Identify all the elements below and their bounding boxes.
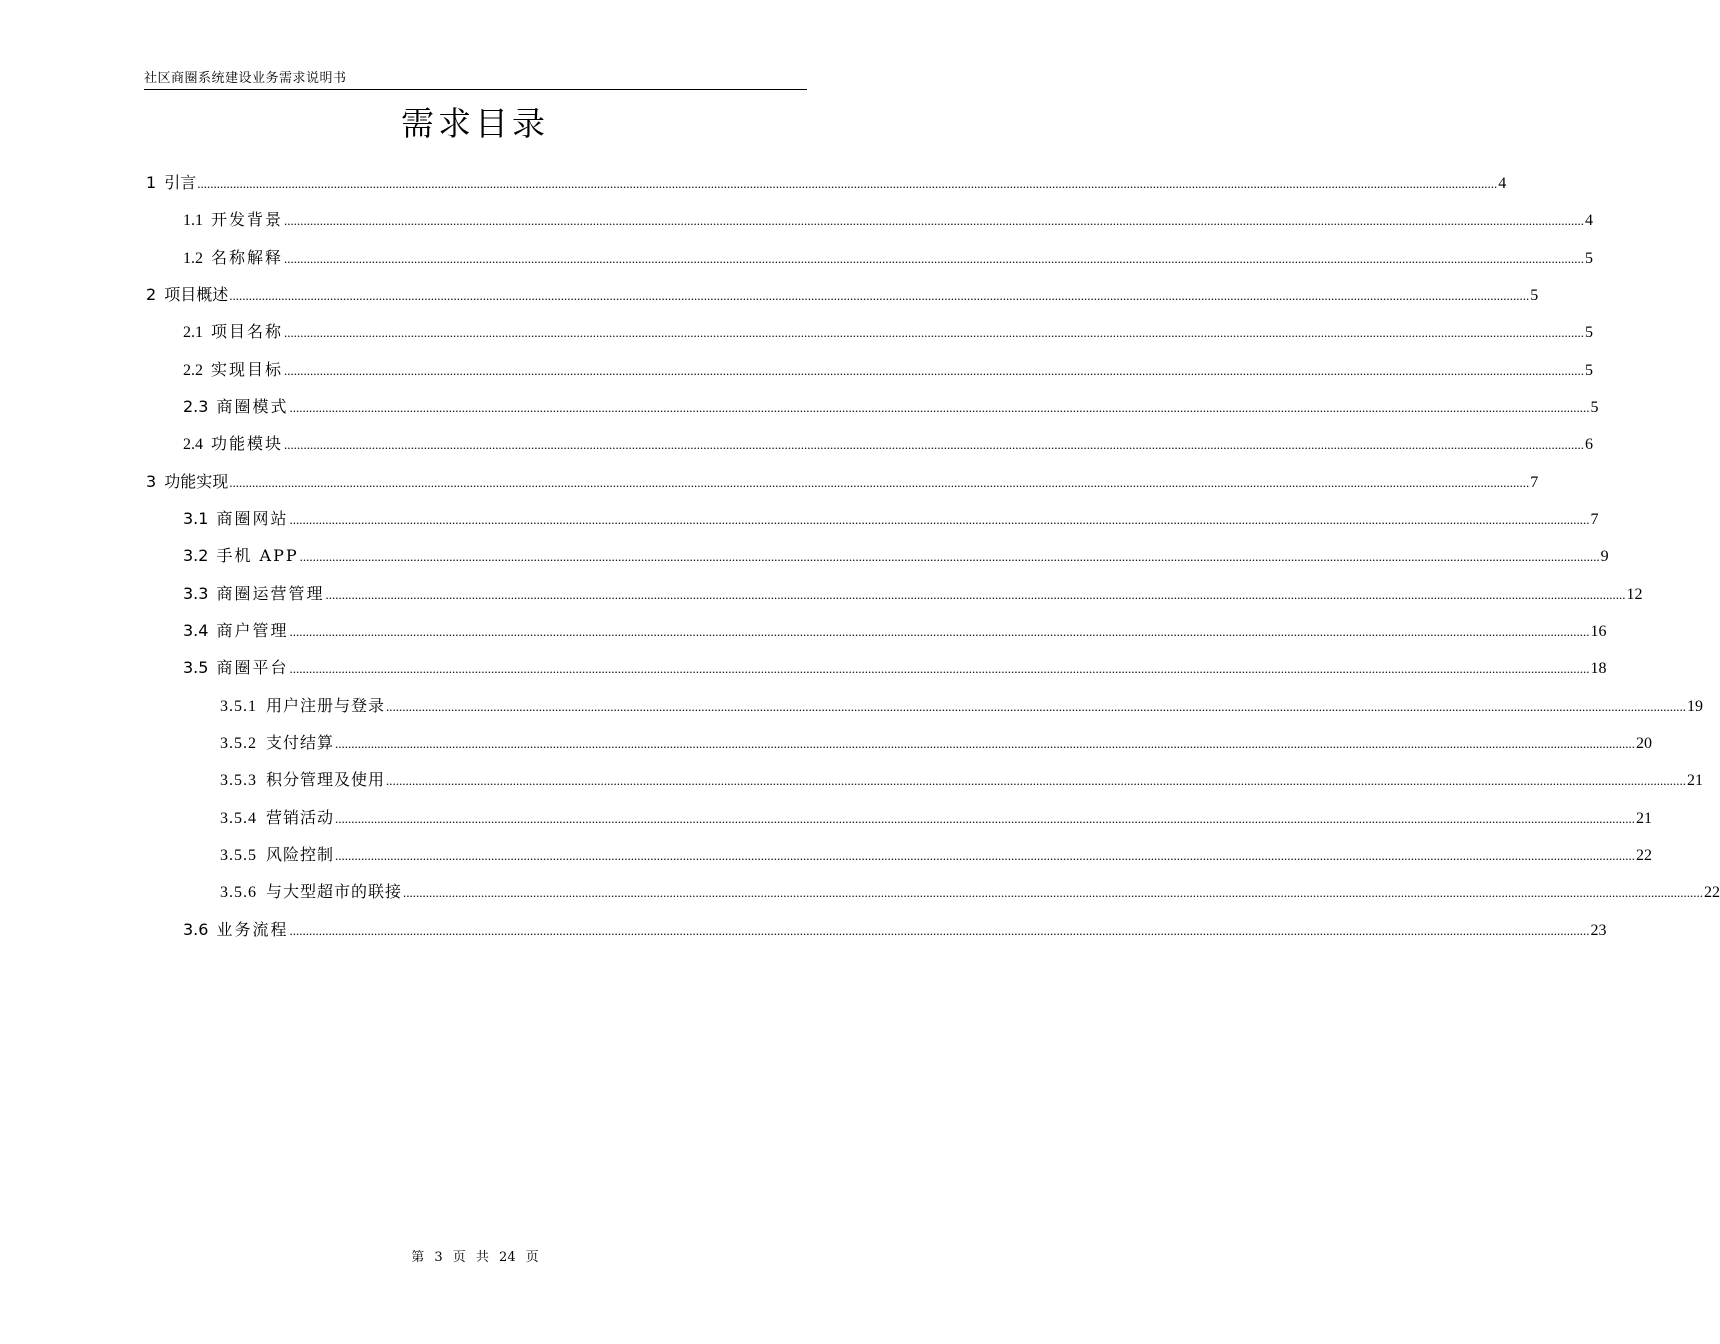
toc-entry[interactable] xyxy=(183,544,1609,568)
toc-entry-gap xyxy=(203,434,211,453)
toc-page-number: 5 xyxy=(1585,249,1594,267)
toc-entry-number: 3.5.4 xyxy=(220,809,257,827)
toc-entry-label xyxy=(183,395,289,419)
toc-entry-gap xyxy=(257,845,266,864)
page-footer: 第 3 页 共 24 页 xyxy=(411,1250,539,1265)
toc-leader-dots: ................................................................................................................................................................................................................................................................................................................................................................................................................ xyxy=(284,325,1585,341)
toc-page-number: 9 xyxy=(1600,548,1609,566)
toc-entry-number: 2.1 xyxy=(183,324,203,342)
toc-entry-number: 2.3 xyxy=(183,396,209,416)
toc-entry[interactable] xyxy=(183,619,1607,643)
toc-entry[interactable] xyxy=(146,470,1539,494)
toc-leader-dots: ................................................................................................................................................................................................................................................................................................................................................................................................................ xyxy=(335,847,1636,863)
toc-entry-label xyxy=(220,843,335,868)
toc-page-number: 21 xyxy=(1687,772,1704,790)
toc-entry[interactable] xyxy=(183,507,1599,531)
toc-entry[interactable] xyxy=(146,171,1507,195)
toc-leader-dots: ................................................................................................................................................................................................................................................................................................................................................................................................................ xyxy=(289,661,1590,677)
toc-leader-dots: ................................................................................................................................................................................................................................................................................................................................................................................................................ xyxy=(289,399,1590,415)
toc-page-number: 7 xyxy=(1530,473,1539,491)
toc-entry-gap xyxy=(203,360,211,379)
toc-page-number: 12 xyxy=(1626,585,1643,603)
toc-leader-dots: ................................................................................................................................................................................................................................................................................................................................................................................................................ xyxy=(284,250,1585,266)
toc-entry-number: 3.3 xyxy=(183,583,209,603)
toc-entry[interactable] xyxy=(220,731,1653,755)
toc-page-number: 22 xyxy=(1636,846,1653,864)
toc-leader-dots: ................................................................................................................................................................................................................................................................................................................................................................................................................ xyxy=(284,362,1585,378)
toc-entry-label xyxy=(183,582,325,606)
toc-entry[interactable] xyxy=(220,880,1720,904)
toc-entry-gap xyxy=(257,696,266,715)
toc-entry-text: 与大型超市的联接 xyxy=(266,882,403,902)
toc-entry[interactable] xyxy=(146,283,1539,307)
toc-page-number: 20 xyxy=(1636,734,1653,752)
toc-entry-text: 功能模块 xyxy=(211,434,284,454)
toc-page-number: 5 xyxy=(1590,398,1599,416)
toc-entry-number: 1.2 xyxy=(183,249,203,267)
toc-entry[interactable] xyxy=(183,320,1594,344)
toc-leader-dots: ................................................................................................................................................................................................................................................................................................................................................................................................................ xyxy=(289,922,1590,938)
toc-entry-text: 风险控制 xyxy=(266,844,335,864)
toc-entry-label xyxy=(183,358,284,383)
toc-page-number: 6 xyxy=(1585,436,1594,454)
toc-entry-label xyxy=(220,806,335,831)
toc-entry-gap xyxy=(257,770,266,789)
toc-entry[interactable] xyxy=(183,432,1594,456)
toc-entry-text: 商户管理 xyxy=(216,620,289,640)
toc-entry-gap xyxy=(203,248,211,267)
toc-entry-text: 积分管理及使用 xyxy=(266,770,386,790)
toc-leader-dots: ................................................................................................................................................................................................................................................................................................................................................................................................................ xyxy=(289,623,1590,639)
toc-leader-dots: ................................................................................................................................................................................................................................................................................................................................................................................................................ xyxy=(197,176,1498,191)
toc-entry-text: 商圈运营管理 xyxy=(216,583,325,603)
toc-entry-text: 支付结算 xyxy=(266,732,335,752)
toc-leader-dots: ................................................................................................................................................................................................................................................................................................................................................................................................................ xyxy=(386,773,1687,789)
toc-leader-dots: ................................................................................................................................................................................................................................................................................................................................................................................................................ xyxy=(335,810,1636,826)
toc-entry[interactable] xyxy=(183,208,1594,232)
toc-entry[interactable] xyxy=(220,806,1653,830)
toc-entry-gap xyxy=(156,173,164,192)
toc-entry-text: 名称解释 xyxy=(211,247,284,267)
toc-entry-label xyxy=(183,320,284,345)
toc-entry-label xyxy=(146,470,229,494)
toc-entry-number: 2 xyxy=(146,284,157,304)
toc-entry-number: 3.5.3 xyxy=(220,772,257,790)
toc-entry-text: 业务流程 xyxy=(216,919,289,939)
toc-entry-text: 功能实现 xyxy=(164,471,229,491)
toc-entry-number: 2.2 xyxy=(183,361,203,379)
toc-entry-text: 项目概述 xyxy=(164,284,229,304)
toc-entry-gap xyxy=(156,285,164,304)
toc-entry-gap xyxy=(257,882,266,901)
toc-leader-dots: ................................................................................................................................................................................................................................................................................................................................................................................................................ xyxy=(289,511,1590,527)
toc-entry-number: 3.2 xyxy=(183,546,209,566)
toc-entry[interactable] xyxy=(183,246,1594,270)
toc-entry-label xyxy=(183,918,289,942)
toc-entry[interactable] xyxy=(183,582,1643,606)
toc-page-number: 5 xyxy=(1585,361,1594,379)
toc-entry-label xyxy=(146,171,197,195)
toc-entry[interactable] xyxy=(220,768,1704,792)
toc-page-number: 19 xyxy=(1687,697,1704,715)
toc-entry-number: 2.4 xyxy=(183,436,203,454)
toc-page-number: 4 xyxy=(1585,212,1594,230)
toc-entry-number: 3.5.1 xyxy=(220,697,257,715)
running-header: 社区商圈系统建设业务需求说明书 xyxy=(144,70,807,90)
toc-page-number: 4 xyxy=(1498,175,1507,192)
toc-entry-label xyxy=(183,432,284,457)
toc-entry-label xyxy=(183,619,289,643)
toc-page-number: 7 xyxy=(1590,510,1599,528)
toc-leader-dots: ................................................................................................................................................................................................................................................................................................................................................................................................................ xyxy=(284,213,1585,229)
toc-entry-label xyxy=(220,768,386,793)
toc-entry-text: 项目名称 xyxy=(211,322,284,342)
toc-entry-text: 引言 xyxy=(164,173,197,192)
toc-entry-number: 3.5.5 xyxy=(220,846,257,864)
toc-entry-gap xyxy=(257,808,266,827)
toc-entry-text: 商圈模式 xyxy=(216,396,289,416)
toc-entry-label xyxy=(220,731,335,756)
toc-entry-text: 手机 APP xyxy=(216,546,299,566)
toc-entry-gap xyxy=(203,322,211,341)
toc-entry-label xyxy=(146,283,229,307)
toc-entry-number: 3.5 xyxy=(183,658,209,678)
toc-leader-dots: ................................................................................................................................................................................................................................................................................................................................................................................................................ xyxy=(299,549,1600,565)
toc-entry-gap xyxy=(257,733,266,752)
toc-leader-dots: ................................................................................................................................................................................................................................................................................................................................................................................................................ xyxy=(325,586,1626,602)
toc-entry-number: 3.4 xyxy=(183,620,209,640)
toc-entry[interactable] xyxy=(183,656,1607,680)
toc-entry-text: 商圈网站 xyxy=(216,508,289,528)
toc-entry-label xyxy=(220,880,403,905)
toc-leader-dots: ................................................................................................................................................................................................................................................................................................................................................................................................................ xyxy=(335,735,1636,751)
toc-entry-label xyxy=(183,544,300,568)
toc-entry[interactable] xyxy=(183,358,1594,382)
toc-entry-label xyxy=(183,656,289,680)
toc-entry[interactable] xyxy=(183,918,1607,942)
toc-entry-text: 商圈平台 xyxy=(216,658,289,678)
toc-page-number: 21 xyxy=(1636,809,1653,827)
toc-entry-label xyxy=(220,694,386,719)
toc-leader-dots: ................................................................................................................................................................................................................................................................................................................................................................................................................ xyxy=(229,474,1530,490)
toc-page-number: 5 xyxy=(1530,286,1539,304)
toc-leader-dots: ................................................................................................................................................................................................................................................................................................................................................................................................................ xyxy=(229,287,1530,303)
toc-leader-dots: ................................................................................................................................................................................................................................................................................................................................................................................................................ xyxy=(403,885,1704,901)
toc-entry-label xyxy=(183,208,284,233)
toc-leader-dots: ................................................................................................................................................................................................................................................................................................................................................................................................................ xyxy=(386,698,1687,714)
toc-entry-gap xyxy=(156,472,164,491)
toc-page-number: 23 xyxy=(1590,921,1607,939)
toc-entry-number: 3.5.6 xyxy=(220,884,257,902)
toc-entry-number: 1 xyxy=(146,173,157,192)
toc-entry-text: 开发背景 xyxy=(211,210,284,230)
toc-entry-gap xyxy=(203,210,211,229)
toc-page-number: 16 xyxy=(1590,622,1607,640)
toc-entry-text: 营销活动 xyxy=(266,807,335,827)
toc-entry-number: 3.5.2 xyxy=(220,734,257,752)
toc-page-number: 5 xyxy=(1585,324,1594,342)
toc-page-number: 18 xyxy=(1590,660,1607,678)
toc-entry-text: 实现目标 xyxy=(211,359,284,379)
toc-entry-number: 1.1 xyxy=(183,212,203,230)
toc-entry-label xyxy=(183,246,284,271)
toc-entry-number: 3.1 xyxy=(183,508,209,528)
toc-entry-number: 3.6 xyxy=(183,919,209,939)
toc-leader-dots: ................................................................................................................................................................................................................................................................................................................................................................................................................ xyxy=(284,437,1585,453)
page-title: 需求目录 xyxy=(401,104,549,143)
toc-entry[interactable] xyxy=(220,843,1653,867)
toc-entry-label xyxy=(183,507,289,531)
toc-entry[interactable] xyxy=(220,694,1704,718)
toc-page-number: 22 xyxy=(1704,884,1720,902)
toc-entry-number: 3 xyxy=(146,471,157,491)
toc-entry-text: 用户注册与登录 xyxy=(266,695,386,715)
toc-entry[interactable] xyxy=(183,395,1599,419)
